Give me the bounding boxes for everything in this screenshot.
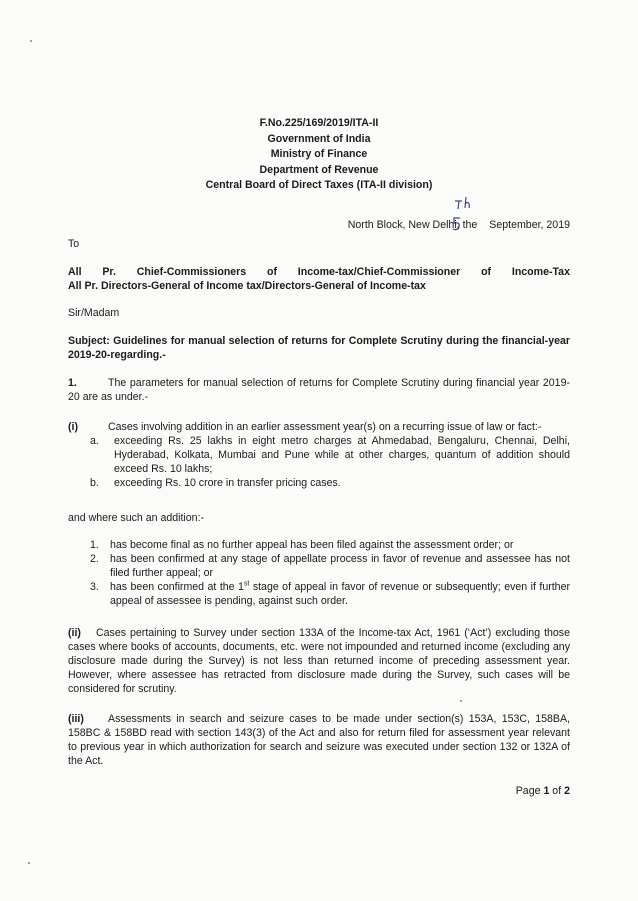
paragraph-1 — [68, 376, 570, 404]
list-item: 3. has been confirmed at the 1st stage of appeal in favor of revenue or subsequently; even if further appeal of assessee is pending, against such order. — [90, 580, 570, 607]
item-i-sublist — [90, 434, 570, 490]
item-iii-text: Assessments in search and seizure cases to be made under section(s) 153A, 153C, 158BA, 158BC & 158BD read with section 143(3) of the Act and also for return filed for assessment year relevant to previous year in which authorization for search and seizure was executed under section 132 or 132A of the Act. — [68, 713, 570, 767]
scan-speck — [28, 862, 30, 864]
date-suffix: September, 2019 — [489, 219, 570, 231]
item-ii-number: (ii) — [68, 627, 81, 639]
file-number: F.No.225/169/2019/ITA-II — [259, 117, 379, 129]
list-item: 1. has become final as no further appeal has been filed against the assessment order; or — [90, 539, 514, 551]
addr-word: of — [481, 266, 492, 278]
item-iii — [68, 712, 570, 768]
addressee-line-2: All Pr. Directors-General of Income tax/Directors-General of Income-tax — [68, 280, 426, 292]
para-1-number: 1. — [68, 377, 77, 389]
scan-speck — [460, 700, 462, 702]
ministry-line: Ministry of Finance — [270, 148, 368, 160]
to-label: To — [68, 238, 80, 250]
item-i-number: (i) — [68, 421, 78, 433]
date-line — [320, 219, 570, 231]
letter-header — [0, 116, 638, 194]
list-item: a. exceeding Rs. 25 lakhs in eight metro charges at Ahmedabad, Bengaluru, Chennai, Delhi, Hyderabad, Kolkata, Mumbai and Pune while at other charges, quantum of addition should exceed Rs. 10 lakhs; — [90, 435, 570, 475]
scan-speck — [30, 40, 32, 42]
subject-line: Subject: Guidelines for manual selection of returns for Complete Scrutiny during the financial-year 2019-20-regarding.- — [68, 335, 570, 361]
item-ii-text: Cases pertaining to Survey under section 133A of the Income-tax Act, 1961 (‘Act’) excluding those cases where books of accounts, documents, etc. were not impounded and returned income (excluding any disclosure made during the Survey) is not less than returned income of preceding assessment year. However, where assessee has retracted from disclosure made during the Survey, such cases will be considered for scrutiny. — [68, 627, 570, 695]
addr-word: of — [267, 266, 277, 278]
addr-word: Income-Tax — [511, 266, 570, 278]
date-prefix: North Block, New Delhi, the — [347, 219, 478, 231]
salutation: Sir/Madam — [68, 307, 120, 319]
addr-word: Income-tax/Chief-Commissioner — [297, 266, 461, 278]
page-number: Page 1 of 2 — [515, 785, 570, 797]
item-i — [68, 420, 570, 490]
addr-word: Chief-Commissioners — [136, 266, 247, 278]
item-iii-number: (iii) — [68, 713, 84, 725]
addressee-block — [68, 265, 570, 293]
where-clause: and where such an addition:- — [68, 512, 205, 524]
department-line: Department of Revenue — [259, 163, 379, 176]
para-1-text: The parameters for manual selection of returns for Complete Scrutiny during financial year 2019-20 are as under.- — [68, 377, 570, 403]
addr-word: Pr. — [102, 266, 116, 278]
item-i-text: Cases involving addition in an earlier assessment year(s) on a recurring issue of law or fact:- — [108, 421, 542, 433]
addr-word: All — [68, 266, 82, 278]
addressee-line-1 — [68, 265, 570, 279]
conditions-list — [90, 538, 570, 608]
list-item: b. exceeding Rs. 10 crore in transfer pricing cases. — [90, 477, 341, 489]
government-line: Government of India — [267, 132, 371, 145]
item-ii — [68, 626, 570, 696]
list-item: 2. has been confirmed at any stage of appellate process in favor of revenue and assessee has not filed further appeal; or — [90, 553, 570, 579]
board-line: Central Board of Direct Taxes (ITA-II division) — [205, 179, 433, 191]
